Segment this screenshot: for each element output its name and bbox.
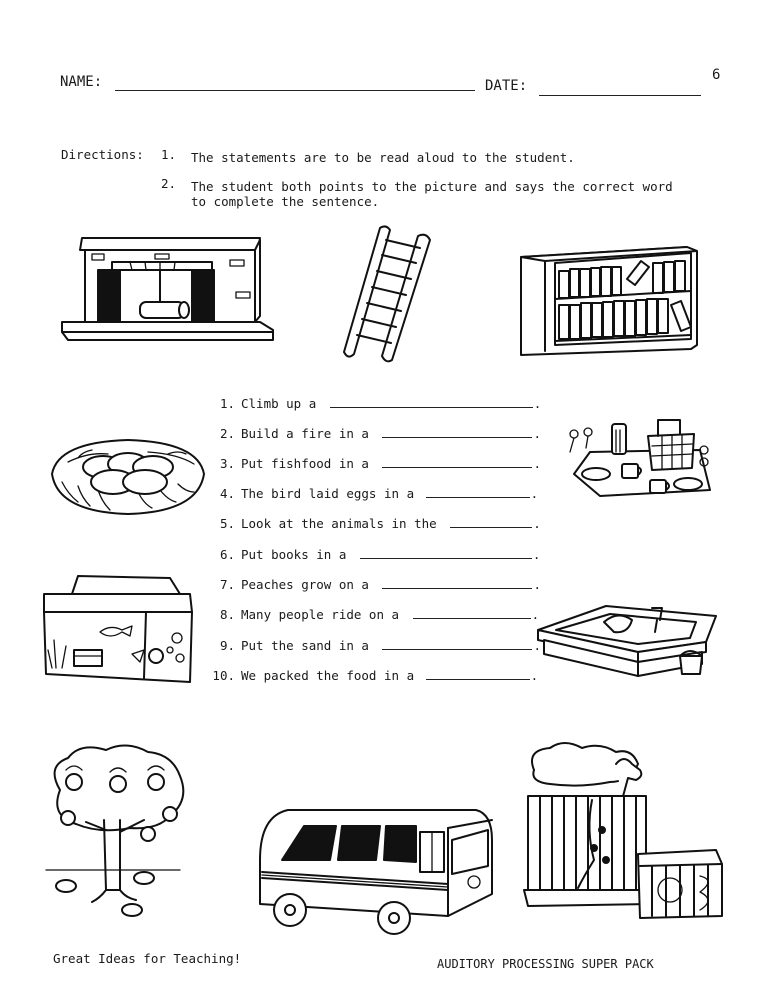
zoo-cage-icon[interactable] xyxy=(520,740,730,920)
question-1: 1. Climb up a . xyxy=(203,395,541,411)
answer-blank[interactable] xyxy=(382,455,532,468)
date-field[interactable] xyxy=(539,95,701,96)
name-field[interactable] xyxy=(115,90,475,91)
answer-blank[interactable] xyxy=(330,395,533,408)
question-text: Look at the animals in the xyxy=(241,516,437,531)
answer-blank[interactable] xyxy=(382,637,532,650)
question-number: 5. xyxy=(219,516,235,531)
answer-blank[interactable] xyxy=(413,606,531,619)
question-text: Many people ride on a xyxy=(241,607,400,622)
page-number: 6 xyxy=(712,67,721,83)
question-7: 7. Peaches grow on a . xyxy=(203,576,541,592)
answer-blank[interactable] xyxy=(450,515,532,528)
footer-series-title: AUDITORY PROCESSING SUPER PACK xyxy=(437,957,654,971)
fireplace-icon[interactable] xyxy=(60,232,275,347)
question-10: 10. We packed the food in a . xyxy=(203,667,538,683)
answer-blank[interactable] xyxy=(426,667,530,680)
question-text: Climb up a xyxy=(241,396,317,411)
answer-blank[interactable] xyxy=(382,425,532,438)
question-4: 4. The bird laid eggs in a . xyxy=(203,485,538,501)
directions-label: Directions: xyxy=(61,147,144,162)
question-text: Put books in a xyxy=(241,547,347,562)
sandbox-icon[interactable] xyxy=(530,598,730,678)
question-number: 2. xyxy=(219,426,235,441)
name-label: NAME: xyxy=(60,74,103,90)
question-number: 6. xyxy=(219,547,235,562)
question-text: Peaches grow on a xyxy=(241,577,369,592)
direction-2-text-line2: to complete the sentence. xyxy=(191,194,380,209)
question-number: 1. xyxy=(219,396,235,411)
question-text: Put the sand in a xyxy=(241,638,369,653)
nest-icon[interactable] xyxy=(48,432,208,517)
question-8: 8. Many people ride on a . xyxy=(203,606,539,622)
question-number: 9. xyxy=(219,638,235,653)
direction-2-number: 2. xyxy=(161,176,177,191)
question-2: 2. Build a fire in a . xyxy=(203,425,541,441)
bookcase-icon[interactable] xyxy=(515,245,700,357)
question-number: 4. xyxy=(219,486,235,501)
question-text: We packed the food in a xyxy=(241,668,415,683)
aquarium-icon[interactable] xyxy=(40,570,200,685)
bus-icon[interactable] xyxy=(248,800,498,930)
question-3: 3. Put fishfood in a . xyxy=(203,455,541,471)
question-5: 5. Look at the animals in the . xyxy=(203,515,541,531)
question-text: Build a fire in a xyxy=(241,426,369,441)
ladder-icon[interactable] xyxy=(340,222,435,362)
question-number: 3. xyxy=(219,456,235,471)
date-label: DATE: xyxy=(485,78,528,94)
question-text: Put fishfood in a xyxy=(241,456,369,471)
question-9: 9. Put the sand in a . xyxy=(203,637,541,653)
answer-blank[interactable] xyxy=(382,576,532,589)
direction-1-number: 1. xyxy=(161,147,177,162)
question-6: 6. Put books in a . xyxy=(203,546,540,562)
answer-blank[interactable] xyxy=(426,485,530,498)
picnic-basket-icon[interactable] xyxy=(560,412,715,502)
direction-2-text-line1: The student both points to the picture and says the correct word xyxy=(191,179,673,194)
question-number: 8. xyxy=(219,607,235,622)
footer-publisher: Great Ideas for Teaching! xyxy=(53,951,242,966)
answer-blank[interactable] xyxy=(360,546,532,559)
direction-1-text: The statements are to be read aloud to the student. xyxy=(191,150,575,165)
question-number: 7. xyxy=(219,577,235,592)
question-text: The bird laid eggs in a xyxy=(241,486,415,501)
question-number: 10. xyxy=(212,668,235,683)
tree-icon[interactable] xyxy=(40,740,190,920)
